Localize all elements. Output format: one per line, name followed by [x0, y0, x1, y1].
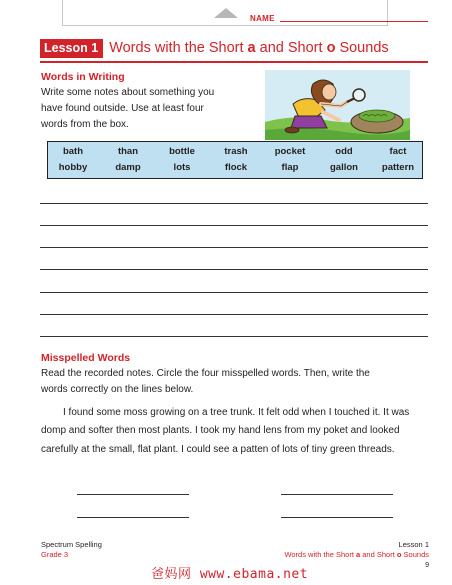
- instruction-line: words from the box.: [41, 119, 129, 130]
- writing-line[interactable]: [40, 292, 428, 293]
- writing-line[interactable]: [40, 203, 428, 204]
- moss-icon: [359, 110, 395, 122]
- answer-line[interactable]: [281, 517, 393, 518]
- footer-vowel-o: o: [396, 550, 402, 559]
- misspelled-instructions: [41, 366, 370, 398]
- word-box-word: flock: [224, 162, 248, 173]
- name-label: NAME: [250, 14, 275, 23]
- girl-face: [322, 84, 336, 100]
- magnifying-glass-icon: [353, 89, 365, 101]
- footer-vowel-a: a: [356, 550, 361, 559]
- title-vowel-o: o: [326, 40, 336, 56]
- name-write-line[interactable]: [280, 21, 428, 22]
- page-number: 9: [425, 562, 429, 569]
- word-box-word: hobby: [58, 162, 88, 173]
- book-title: Spectrum Spelling: [41, 540, 102, 549]
- answer-line[interactable]: [77, 494, 189, 495]
- title-vowel-a: a: [247, 40, 256, 56]
- footer-lesson: Lesson 1: [398, 540, 429, 549]
- instruction-line: Read the recorded notes. Circle the four misspelled words. Then, write the: [41, 368, 370, 379]
- instruction-line: Write some notes about something you: [41, 87, 215, 98]
- word-box-word: odd: [335, 146, 353, 157]
- page-top-tab: [62, 0, 388, 26]
- title-part1: Words with the Short: [109, 40, 248, 56]
- title-divider: [40, 61, 428, 63]
- word-box-word: gallon: [330, 162, 358, 173]
- passage-text: I found some moss growing on a tree trunk. It felt odd when I touched it. It was domp and softer then most plants. I took my hand lens from my poket and looked carefully at the small, flat plant. I could see a patten of lots of tiny green threads.: [41, 407, 410, 455]
- lesson-badge: Lesson 1: [40, 39, 103, 58]
- footer-title-part1: Words with the Short: [284, 550, 356, 559]
- grade-label: Grade 3: [41, 550, 69, 559]
- lesson-title-text: [109, 40, 388, 56]
- footer-title-part2: and Short: [360, 550, 397, 559]
- footer-title-part3: Sounds: [401, 550, 429, 559]
- footer-lesson-title: [284, 550, 429, 560]
- word-box-word: bath: [62, 146, 84, 157]
- word-box-word: fact: [389, 146, 407, 157]
- writing-instructions: [41, 85, 214, 133]
- writing-line[interactable]: [40, 269, 428, 270]
- girl-magnifying-glass-illustration: [265, 70, 410, 140]
- writing-line[interactable]: [40, 336, 428, 337]
- footer-left: [41, 540, 102, 560]
- words-in-writing-heading: Words in Writing: [41, 71, 125, 83]
- watermark: 爸妈网 www.ebama.net: [151, 567, 309, 582]
- word-box-word: lots: [173, 162, 191, 173]
- writing-line[interactable]: [40, 225, 428, 226]
- instruction-line: words correctly on the lines below.: [41, 384, 194, 395]
- word-box: [47, 141, 423, 179]
- up-triangle-icon: [214, 8, 238, 18]
- writing-line[interactable]: [40, 314, 428, 315]
- title-part3: Sounds: [335, 40, 389, 56]
- word-box-word: pattern: [381, 162, 415, 173]
- instruction-line: have found outside. Use at least four: [41, 103, 204, 114]
- word-box-word: trash: [224, 146, 248, 157]
- footer-right: [284, 540, 429, 560]
- girl-pants: [291, 116, 327, 128]
- word-box-word: flap: [281, 162, 299, 173]
- proofreading-passage: [41, 404, 428, 459]
- word-box-word: than: [117, 146, 139, 157]
- word-box-word: pocket: [274, 146, 306, 157]
- writing-line[interactable]: [40, 247, 428, 248]
- title-part2: and Short: [255, 40, 327, 56]
- word-box-word: bottle: [169, 146, 195, 157]
- misspelled-words-heading: Misspelled Words: [41, 352, 131, 364]
- lesson-title: [40, 38, 389, 58]
- answer-line[interactable]: [77, 517, 189, 518]
- word-box-word: damp: [115, 162, 141, 173]
- answer-line[interactable]: [281, 494, 393, 495]
